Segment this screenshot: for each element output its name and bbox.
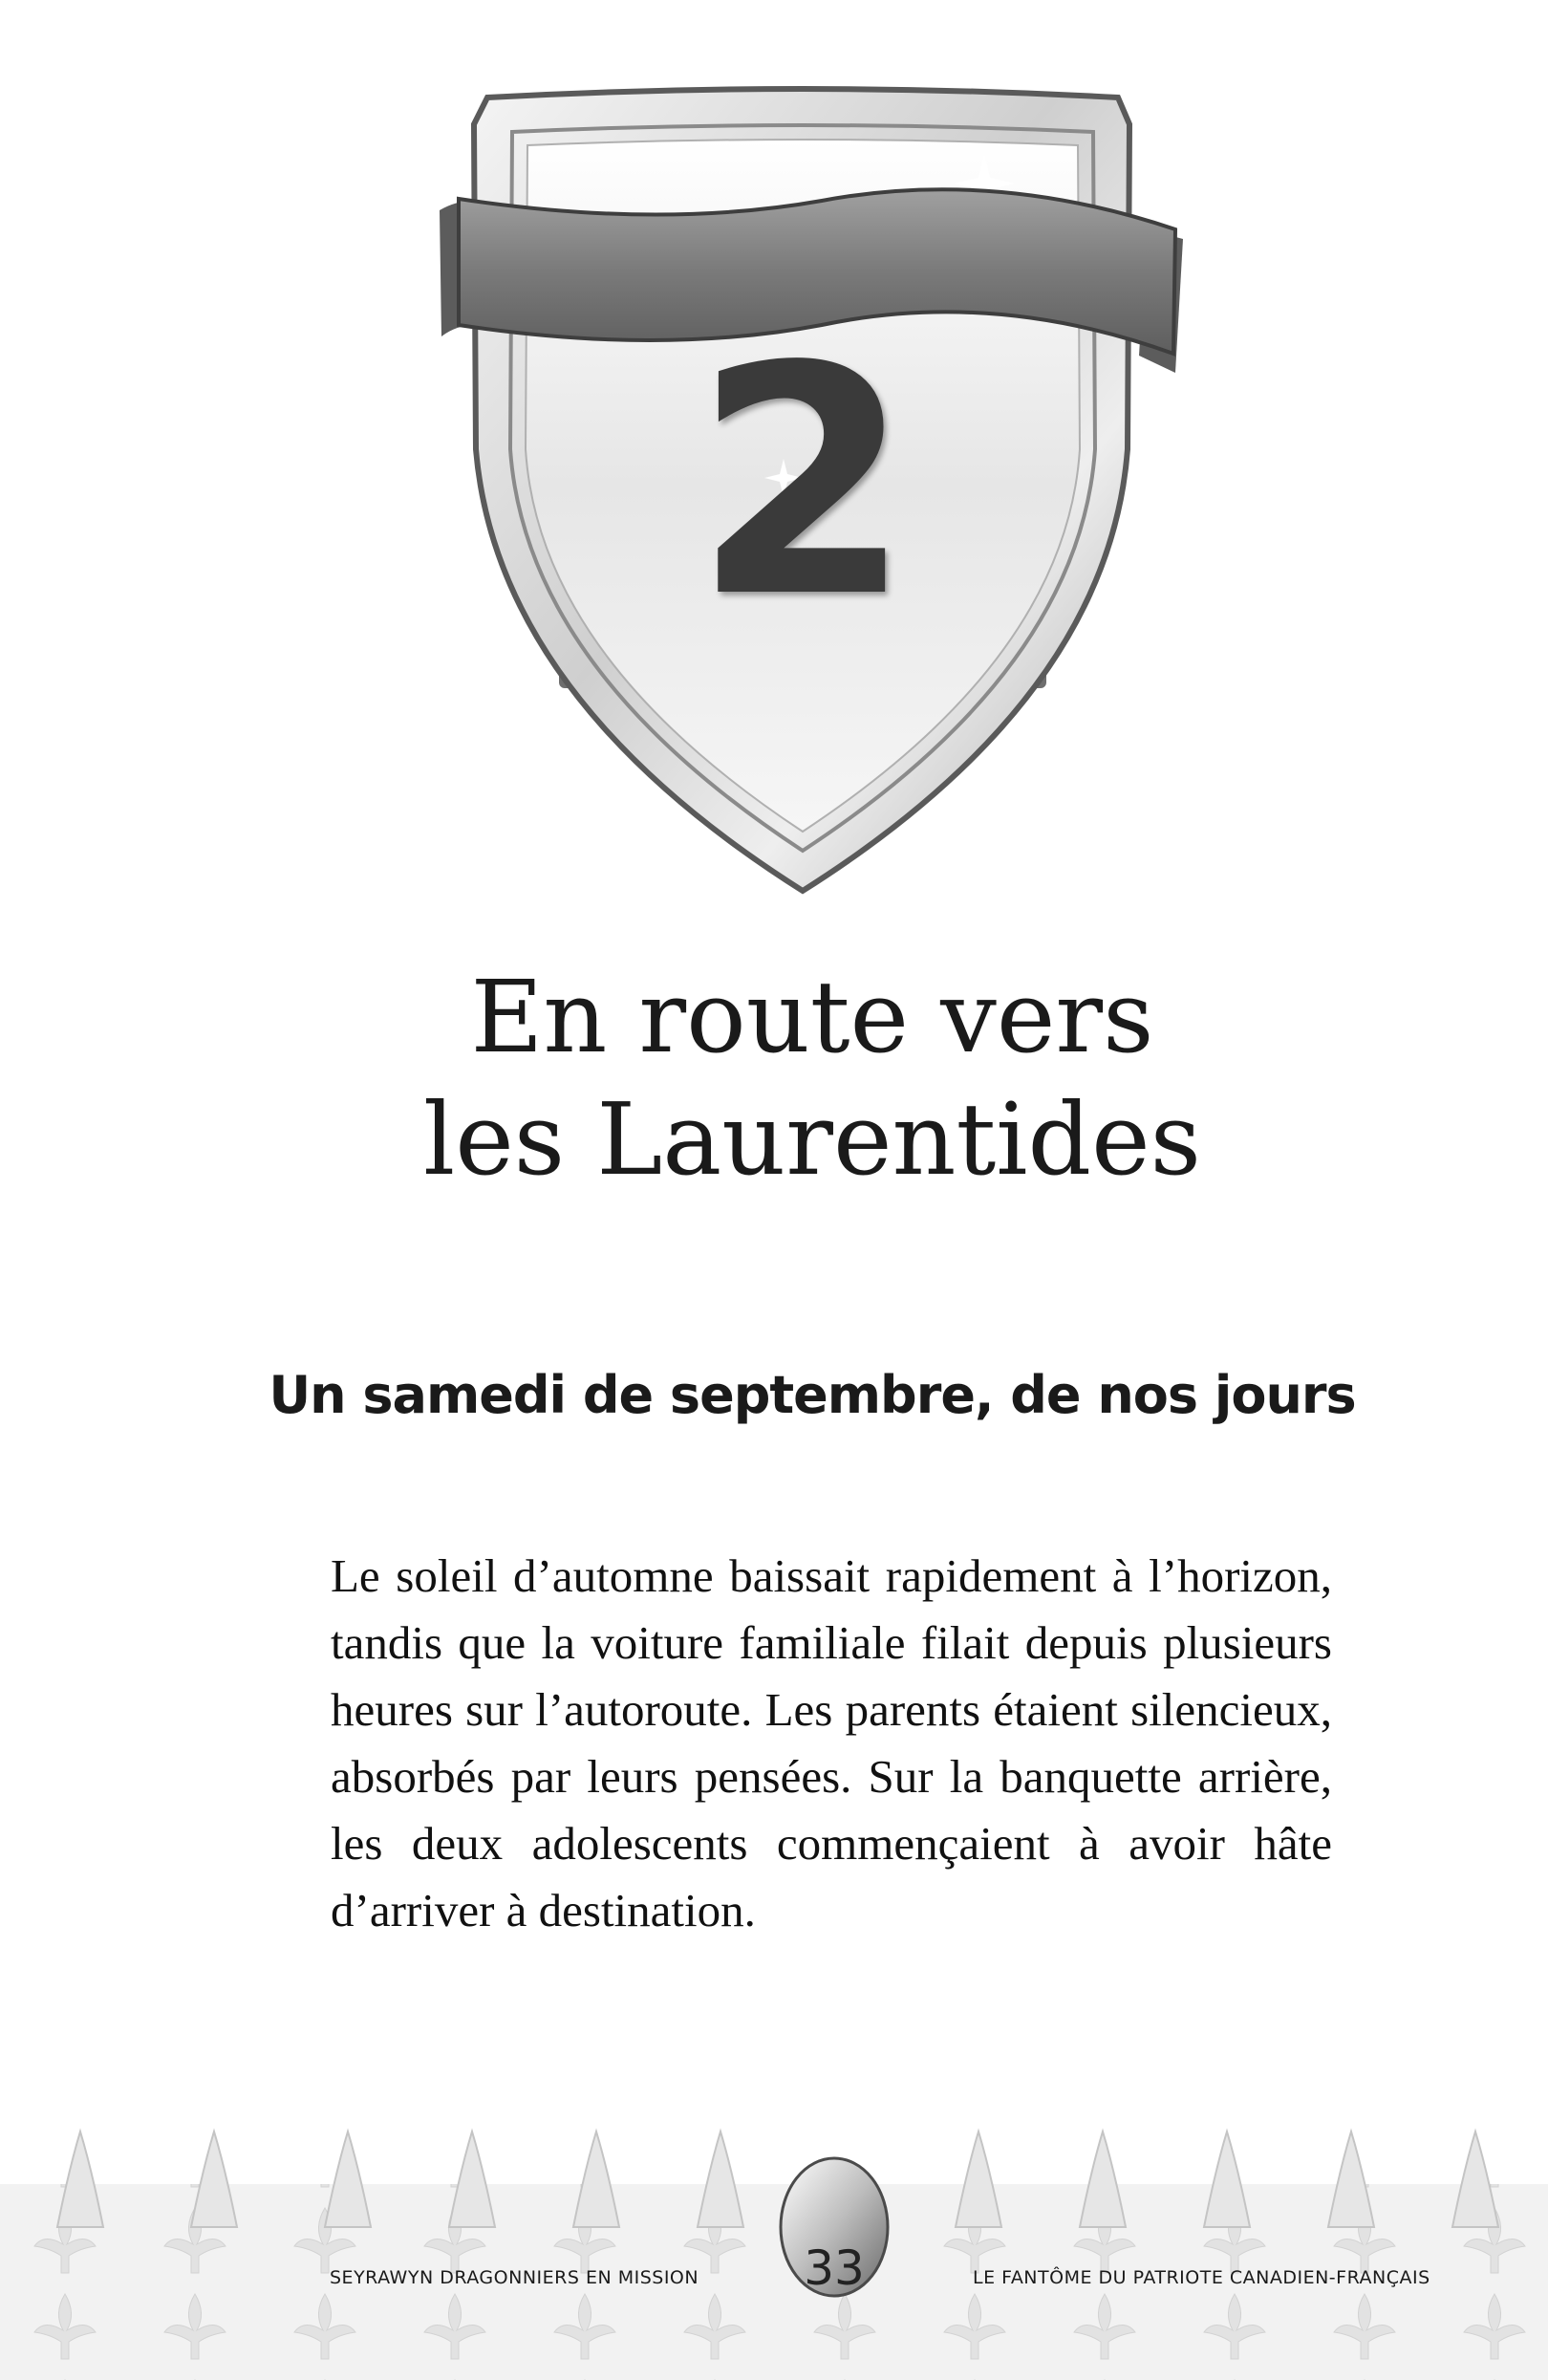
footer-series-title: SEYRAWYN DRAGONNIERS EN MISSION: [330, 2267, 699, 2288]
chapter-title-line-2: les Laurentides: [422, 1081, 1202, 1198]
page-number: 33: [804, 2240, 865, 2296]
fleur-de-lis-icon: [0, 2112, 1548, 2380]
page-footer: [0, 2112, 1548, 2380]
footer-book-title: LE FANTÔME DU PATRIOTE CANADIEN-FRANÇAIS: [973, 2267, 1430, 2288]
chapter-title-line-1: En route vers: [470, 959, 1154, 1075]
chapter-emblem: [420, 86, 1185, 908]
chapter-number: 2: [693, 299, 913, 666]
body-paragraph: Le soleil d’automne baissait rapidement à l’horizon, tandis que la voiture familiale filait depuis plusieurs heures sur l’autoroute. Les parents étaient silencieux, absorbés par leurs pensées. Sur la banquette arrière, les deux adolescents commençaient à avoir hâte d’arriver à destination.: [331, 1549, 1332, 1936]
chapter-title: [0, 956, 1548, 1201]
chapter-subtitle: Un samedi de septembre, de nos jours: [269, 1365, 1356, 1425]
